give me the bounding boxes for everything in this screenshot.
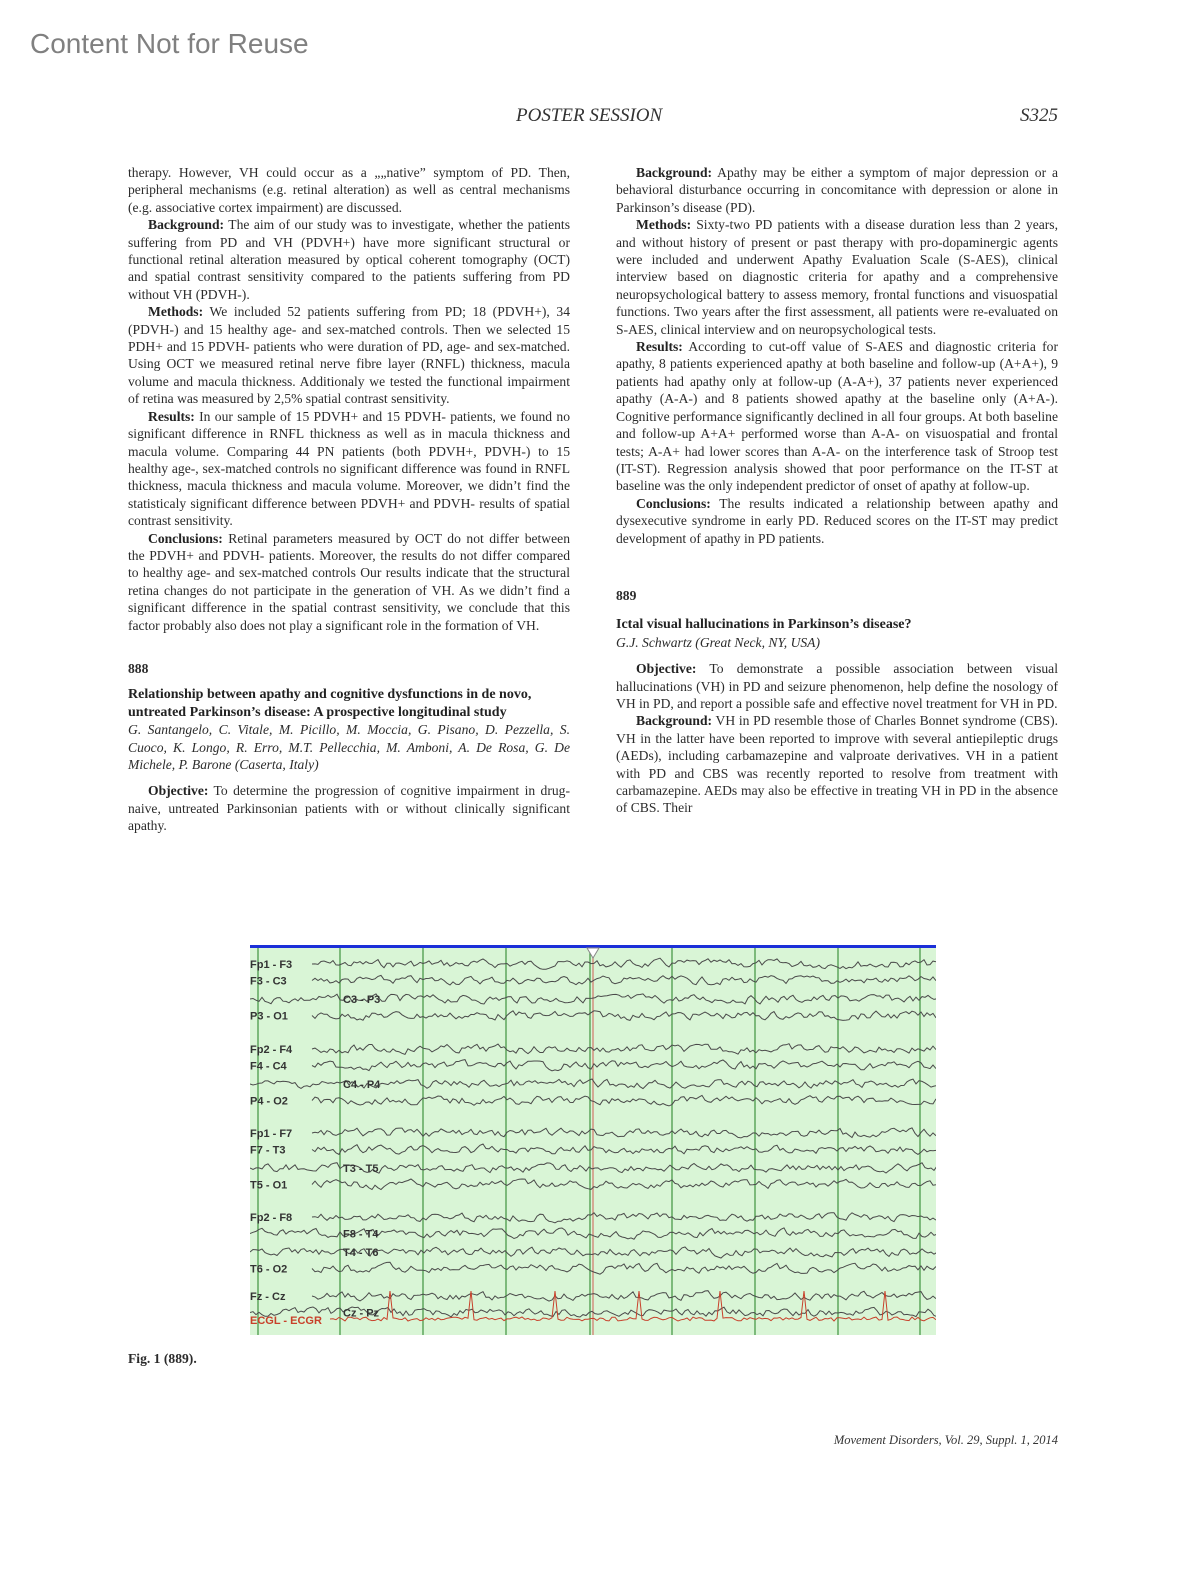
section-label: Background: [636, 165, 713, 180]
conclusions-paragraph [616, 495, 1058, 547]
eeg-figure [250, 945, 936, 1335]
section-label: Conclusions: [636, 495, 711, 511]
eeg-channel-label: C3 - P3 [343, 994, 381, 1006]
methods-paragraph [616, 216, 1058, 338]
eeg-channel-label: T3 - T5 [343, 1163, 379, 1175]
section-label: Background: [636, 713, 713, 729]
section-label: Methods: [636, 217, 692, 233]
paragraph-text: According to cut-off value of S-AES and diagnostic criteria for apathy, 8 patients experienced apathy at both baseline and follow-up (A+A+), 9 patients had apathy only at follow-up (A-A+), 37 patients never experienced apathy (A-A-) and 8 patients showed apathy at the baseline only (A+A-). Cognitive performance significantly declined in all four groups. At both baseline and follow-up A+A+ performed worse than A-A- on visuospatial and frontal tests; A-A+ had lower scores than A-A- on the interference task of Stroop test (IT-ST). Regression analysis showed that poor performance on the IT-ST at baseline was the only independent predictor of onset of apathy at follow-up. [616, 339, 1058, 494]
results-paragraph [616, 338, 1058, 495]
eeg-channel-label: T5 - O1 [250, 1179, 288, 1192]
abstract-number: 889 [616, 587, 637, 603]
left-column [128, 164, 570, 835]
objective-paragraph [616, 660, 1058, 712]
eeg-channel-label: T4 - T6 [343, 1247, 379, 1259]
abstract-authors: G. Santangelo, C. Vitale, M. Picillo, M. Moccia, G. Pisano, D. Pezzella, S. Cuoco, K. Longo, R. Erro, M.T. Pellecchia, M. Amboni, A. De Rosa, G. De Michele, P. Barone (Caserta, Italy) [128, 722, 570, 772]
eeg-channel-label: Fp1 - F3 [250, 959, 293, 971]
paragraph-text: Sixty-two PD patients with a disease duration less than 2 years, and without history of present or past therapy with pro-dopaminergic agents were included and underwent Apathy Evaluation Scale (S-AES), clinical interview based on diagnostic criteria for apathy and a comprehensive neuropsychological battery to assess memory, frontal functions and visuospatial functions. Two years after the first assessment, all patients were re-evaluated on S-AES, clinical interview and on neuropsychological tests. [616, 217, 1058, 337]
eeg-channel-label: F8 - T4 [343, 1228, 379, 1241]
paragraph-text: The aim of our study was to investigate, whether the patients suffering from PD and VH (PDVH+) have more significant structural or functional retinal alteration measured by optical coherent tomography (OCT) and spatial contrast sensitivity compared to the patients suffering from PD without VH (PDVH-). [128, 217, 570, 302]
eeg-channel-labels [250, 1315, 322, 1327]
background-paragraph [128, 216, 570, 303]
background-paragraph [616, 164, 1058, 216]
eeg-channel-label: P4 - O2 [250, 1095, 288, 1108]
results-paragraph [128, 408, 570, 530]
section-label: Methods: [148, 304, 204, 320]
continuation-paragraph [128, 164, 570, 216]
paragraph-text: We included 52 patients suffering from PD; 18 (PDVH+), 34 (PDVH-) and 15 healthy age- and sex-matched controls. Then we selected 15 PDH+ and 15 PDVH- patients who were duration of PD, age- and sex-matched. Using OCT we measured retinal nerve fibre layer (RNFL) thickness, macula volume and macula thickness. Additionaly we tested the functional impairment of retina was measured by 2,5% spatial contrast sensitivity. [128, 304, 570, 407]
figure-caption: Fig. 1 (889). [128, 1351, 197, 1366]
right-column [616, 164, 1058, 817]
eeg-channel-label: P3 - O1 [250, 1010, 288, 1023]
eeg-channel-label: F4 - C4 [250, 1060, 287, 1073]
methods-paragraph [128, 303, 570, 407]
section-label: Results: [636, 339, 683, 355]
section-label: Objective: [148, 783, 209, 799]
ecg-channel-label: ECGL - ECGR [250, 1315, 322, 1327]
eeg-recording [250, 945, 936, 1335]
eeg-channel-label: C4 - P4 [343, 1079, 381, 1091]
paragraph-text: To demonstrate a possible association between visual hallucinations (VH) in PD and seizure phenomenon, help define the nosology of VH in PD, and report a possible safe and effective novel treatment for VH in PD. [616, 661, 1058, 711]
paragraph-text: To determine the progression of cognitive impairment in drug-naive, untreated Parkinsonian patients with or without clinically significant apathy. [128, 783, 570, 834]
eeg-channel-label: Fz - Cz [250, 1291, 286, 1303]
watermark: Content Not for Reuse [30, 28, 309, 59]
paragraph-text: Apathy may be either a symptom of major depression or a behavioral disturbance occurring in concomitance with depression or alone in Parkinson’s disease (PD). [616, 165, 1058, 215]
abstract-number: 888 [128, 660, 149, 676]
page-number: S325 [1020, 105, 1058, 126]
paragraph-text: Retinal parameters measured by OCT do not differ between the PDVH+ and PDVH- patients. Moreover, the results do not differ compared to healthy age- and sex-matched controls Our results indicate that the structural retina changes do not participate in the generation of VH. As we didn’t find a significant difference in the spatial contrast sensitivity, we conclude that this factor probably also does not play a significant role in the formation of VH. [128, 530, 570, 633]
paragraph-text: In our sample of 15 PDVH+ and 15 PDVH- patients, we found no significant difference in RNFL thickness as well as in macula thickness and macula volume. Comparing 44 PN patients (both PDVH+, PDVH-) to 15 healthy age-, sex-matched controls no significant difference was found in RNFL thickness, macula thickness and macula volume. Moreover, we didn’t find the statisticaly significant difference between PDVH+ and PDVH- results of spatial contrast sensitivity. [128, 408, 570, 529]
section-label: Background: [148, 217, 225, 233]
paragraph-text: The results indicated a relationship between apathy and dysexecutive syndrome in early PD. Reduced scores on the IT-ST may predict development of apathy in PD patients. [616, 495, 1058, 546]
background-paragraph [616, 712, 1058, 816]
abstract-title: Ictal visual hallucinations in Parkinson’s disease? [616, 617, 912, 633]
eeg-channel-label: F3 - C3 [250, 975, 287, 988]
eeg-channel-label: Fp2 - F4 [250, 1044, 293, 1056]
eeg-channel-label: T6 - O2 [250, 1263, 288, 1276]
section-label: Objective: [636, 661, 697, 677]
eeg-channel-label: Fp2 - F8 [250, 1212, 293, 1224]
eeg-channel-label: Fp1 - F7 [250, 1128, 293, 1140]
journal-footer: Movement Disorders, Vol. 29, Suppl. 1, 2014 [833, 1433, 1058, 1447]
conclusions-paragraph [128, 530, 570, 634]
section-label: Conclusions: [148, 530, 223, 546]
abstract-authors: G.J. Schwartz (Great Neck, NY, USA) [616, 634, 821, 650]
abstract-title: Relationship between apathy and cognitive dysfunctions in de novo, untreated Parkinson’s disease: A prospective longitudinal study [128, 687, 532, 720]
paragraph-text: VH in PD resemble those of Charles Bonnet syndrome (CBS). VH in the latter have been reported to improve with several antiepileptic drugs (AEDs), including carbamazepine and valproate derivatives. VH in a patient with PD and CBS was recently reported to resolve from treatment with carbamazepine. AEDs may also be effective in treating VH in PD in the absence of CBS. Their [616, 713, 1058, 816]
running-head: POSTER SESSION [516, 105, 663, 126]
section-label: Results: [148, 408, 195, 424]
eeg-channel-label: F7 - T3 [250, 1144, 286, 1157]
paragraph-text: therapy. However, VH could occur as a „„native” symptom of PD. Then, peripheral mechanisms (e.g. retinal alteration) as well as central mechanisms (e.g. associative cortex impairment) are discussed. [128, 165, 570, 215]
eeg-channel-label: Cz - Pz [343, 1307, 380, 1320]
objective-paragraph [128, 782, 570, 834]
